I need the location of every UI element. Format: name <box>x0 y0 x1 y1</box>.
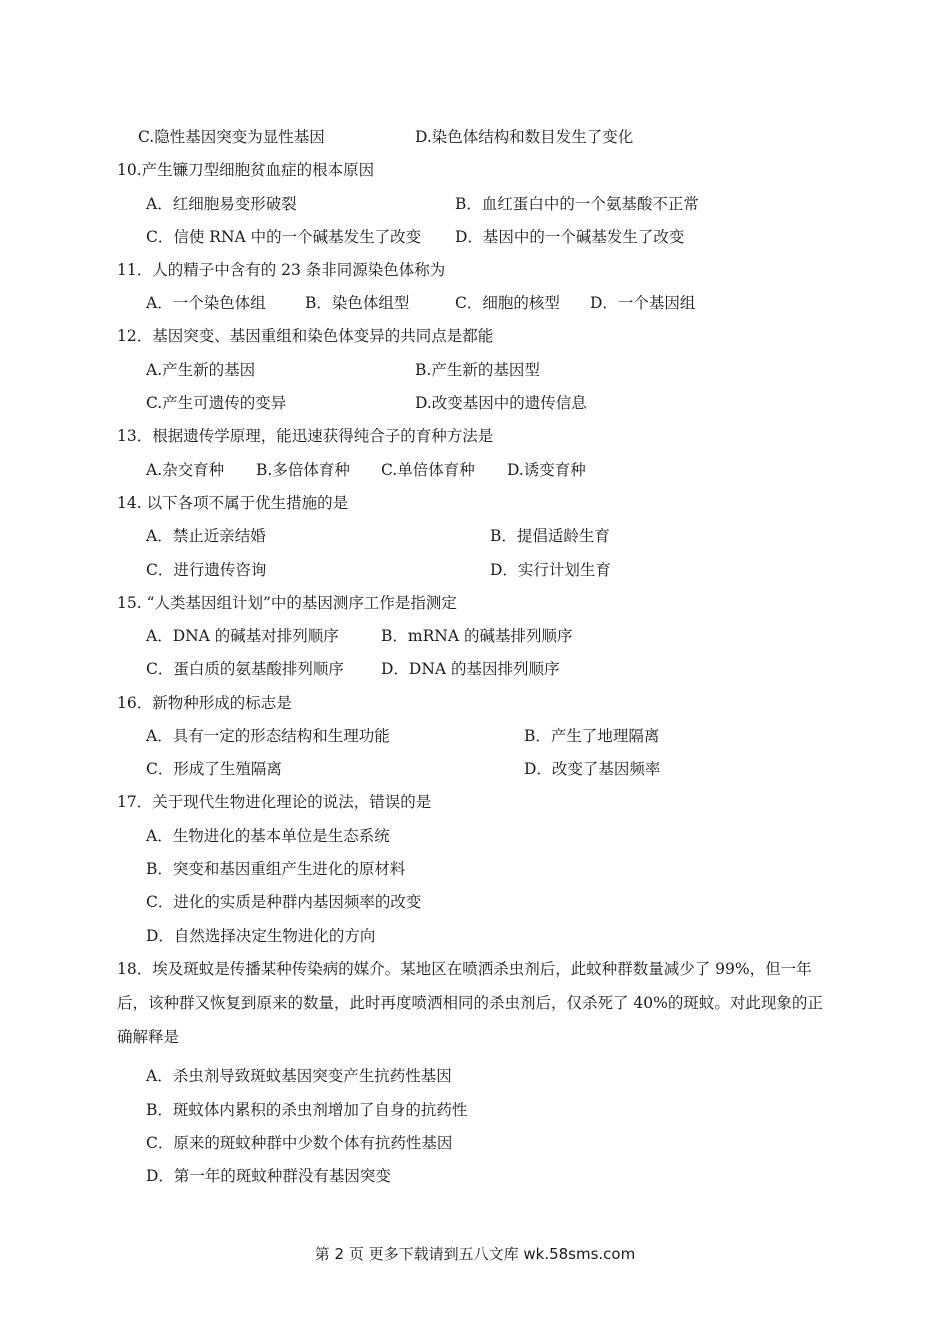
q18-option-c: C．原来的斑蚊种群中少数个体有抗药性基因 <box>146 1134 453 1152</box>
q18-option-a: A．杀虫剂导致斑蚊基因突变产生抗药性基因 <box>146 1067 452 1085</box>
q14-option-b: B．提倡适龄生育 <box>490 527 610 545</box>
q12-option-a: A.产生新的基因 <box>146 361 256 379</box>
q14-option-c: C．进行遗传咨询 <box>146 561 267 579</box>
q17-option-c: C．进化的实质是种群内基因频率的改变 <box>146 893 422 911</box>
q15-option-c: C．蛋白质的氨基酸排列顺序 <box>146 660 344 678</box>
q16-stem: 16．新物种形成的标志是 <box>117 694 292 712</box>
q18-stem: 18．埃及斑蚊是传播某种传染病的媒介。某地区在喷洒杀虫剂后，此蚊种群数量减少了 99%，但一年后，该种群又恢复到原来的数量，此时再度喷洒相同的杀虫剂后，仅杀死了 40%的斑蚊。对此现象的正确解释是 <box>117 960 823 1046</box>
q12-option-b: B.产生新的基因型 <box>415 361 540 379</box>
q17-stem: 17．关于现代生物进化理论的说法，错误的是 <box>117 793 432 811</box>
q11-option-b: B．染色体组型 <box>305 294 410 312</box>
q10-stem: 10.产生镰刀型细胞贫血症的根本原因 <box>117 161 375 179</box>
q14-stem: 14. 以下各项不属于优生措施的是 <box>117 494 349 512</box>
q15-option-b: B．mRNA 的碱基排列顺序 <box>381 627 573 645</box>
q12-option-c: C.产生可遗传的变异 <box>146 394 287 412</box>
q14-option-a: A．禁止近亲结婚 <box>146 527 266 545</box>
q16-option-c: C．形成了生殖隔离 <box>146 760 282 778</box>
q16-option-a: A．具有一定的形态结构和生理功能 <box>146 727 390 745</box>
q11-stem: 11．人的精子中含有的 23 条非同源染色体称为 <box>117 261 446 279</box>
q11-option-d: D．一个基因组 <box>590 294 696 312</box>
q13-option-d: D.诱变育种 <box>507 461 586 479</box>
q10-option-d: D．基因中的一个碱基发生了改变 <box>455 228 685 246</box>
q12-stem: 12．基因突变、基因重组和染色体变异的共同点是都能 <box>117 327 494 345</box>
q16-option-b: B．产生了地理隔离 <box>524 727 660 745</box>
q18-option-b: B．斑蚊体内累积的杀虫剂增加了自身的抗药性 <box>146 1101 468 1119</box>
page-footer: 第 2 页 更多下载请到五八文库 wk.58sms.com <box>314 1245 636 1263</box>
q16-option-d: D．改变了基因频率 <box>524 760 661 778</box>
q15-option-a: A．DNA 的碱基对排列顺序 <box>146 627 339 645</box>
q13-option-c: C.单倍体育种 <box>381 461 475 479</box>
q17-option-d: D．自然选择决定生物进化的方向 <box>146 927 376 945</box>
q13-stem: 13．根据遗传学原理，能迅速获得纯合子的育种方法是 <box>117 427 494 445</box>
q10-option-c: C．信使 RNA 中的一个碱基发生了改变 <box>146 228 422 246</box>
q13-option-b: B.多倍体育种 <box>256 461 350 479</box>
q18-option-d: D．第一年的斑蚊种群没有基因突变 <box>146 1167 391 1185</box>
q12-option-d: D.改变基因中的遗传信息 <box>415 394 587 412</box>
q14-option-d: D．实行计划生育 <box>490 561 611 579</box>
q9-option-d: D.染色体结构和数目发生了变化 <box>415 128 634 146</box>
q10-option-b: B．血红蛋白中的一个氨基酸不正常 <box>455 195 699 213</box>
q9-option-c: C.隐性基因突变为显性基因 <box>138 128 325 146</box>
q17-option-a: A．生物进化的基本单位是生态系统 <box>146 827 390 845</box>
q11-option-c: C．细胞的核型 <box>455 294 560 312</box>
q10-option-a: A．红细胞易变形破裂 <box>146 195 297 213</box>
q13-option-a: A.杂交育种 <box>146 461 225 479</box>
q15-option-d: D．DNA 的基因排列顺序 <box>381 660 560 678</box>
q17-option-b: B．突变和基因重组产生进化的原材料 <box>146 860 406 878</box>
q11-option-a: A．一个染色体组 <box>146 294 266 312</box>
q15-stem: 15. “人类基因组计划”中的基因测序工作是指测定 <box>117 594 457 612</box>
